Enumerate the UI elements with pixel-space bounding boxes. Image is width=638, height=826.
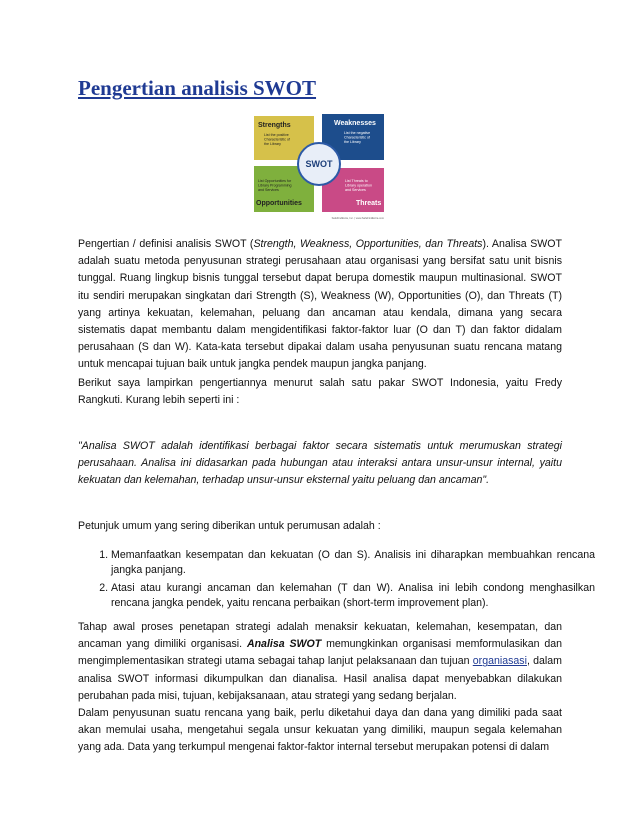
- threats-desc-2: Library operation: [345, 183, 372, 188]
- quote-rangkuti: "Analisa SWOT adalah identifikasi berbagai faktor secara sistematis untuk merumuskan strategi perusahaan. Analisa ini didasarkan pada hubungan atau interaksi antara unsur-unsur internal, yaitu kekuatan dan kelemahan, terhadap unsur-unsur eksternal yaitu peluang dan ancaman".: [78, 440, 562, 487]
- opportunities-desc-3: and Services: [258, 188, 279, 192]
- opportunities-label: Opportunities: [256, 200, 302, 207]
- opportunities-desc-1: List Opportunities for: [258, 179, 292, 183]
- list-item: 2. Atasi atau kurangi ancaman dan kelemahan (T dan W). Analisa ini lebih condong menghasilkan rencana jangka pendek, yaitu rencana perbaikan (short-term improvement plan).: [111, 581, 595, 611]
- weaknesses-desc-2: Characteristic of: [344, 135, 370, 140]
- paragraph-planning: Dalam penyusunan suatu rencana yang baik, perlu diketahui daya dan dana yang dimiliki pada saat akan memulai usaha, mengetahui segala unsur kekuatan yang dimiliki, maupun segala kelemahan yang ada. Data yang terkumpul mengenai faktor-faktor internal tersebut merupakan potensi di dalam: [78, 707, 562, 754]
- strengths-desc-1: List the positive: [264, 133, 289, 137]
- paragraph-guidance: Petunjuk umum yang sering diberikan untuk perumusan adalah :: [78, 520, 381, 532]
- page-title: Pengertian analisis SWOT: [78, 76, 317, 100]
- figure-credit: SafeFindExtra, Inc. | www.SafeFindExtra.com: [331, 217, 384, 220]
- p1-text-end: ). Analisa SWOT adalah suatu metoda penyusunan strategi perusahaan atau organisasi yang bersifat satu unit bisnis tunggal. Ruang lingkup bisnis tunggal tersebut dapat berupa domestik maupun multinasional. SWOT itu sendiri merupakan singkatan dari Strength (S), Weakness (W), Opportunities (O), dan Threats (T) yang artinya kekuatan, kelemahan, peluang dan ancaman atau kendala, dimana yang secara sistematis dapat membantu dalam mengidentifikasi faktor-faktor luar (O dan T) dan faktor didalam perusahaan (S dan W). Kata-kata tersebut dipakai dalam usaha penyusunan suatu rencana matang untuk mencapai tujuan baik untuk jangka pendek maupun jangka panjang.: [78, 238, 562, 371]
- p4-text-middle: memungkinkan organisasi memformulasikan dan mengimplementasikan strategi utama sebagai tahap lanjut pelaksanaan dan tujuan: [78, 638, 563, 668]
- paragraph-strategy: [78, 619, 562, 705]
- p4-text-start: Tahap awal proses penetapan strategi adalah menaksir kekuatan, kelemahan, kesempatan, dan ancaman yang dimiliki organisasi.: [78, 621, 562, 651]
- p4-text-end: , dalam analisa SWOT informasi dikumpulkan dan dianalisa. Hasil analisa dapat menyebabkan dilakukan perubahan pada misi, tujuan, kebijaksanaan, atau strategi yang sedang berjalan.: [78, 655, 562, 702]
- p4-bold-term: Analisa SWOT: [246, 638, 322, 651]
- threats-desc-1: List Threats to: [345, 179, 368, 183]
- p1-text-start: Pengertian / definisi analisis SWOT (: [78, 238, 254, 250]
- p1-italic-terms: Strength, Weakness, Opportunities, dan Threats: [253, 238, 483, 250]
- threats-desc-3: and Services: [345, 188, 366, 192]
- strengths-desc-3: the Library: [264, 142, 281, 146]
- strengths-label: Strengths: [258, 122, 291, 129]
- guidance-list: [78, 548, 595, 614]
- threats-label: Threats: [356, 200, 382, 207]
- paragraph-intro-quote: Berikut saya lampirkan pengertiannya menurut salah satu pakar SWOT Indonesia, yaitu Fredy Rangkuti. Kurang lebih seperti ini :: [78, 377, 562, 407]
- strengths-desc-2: Characteristic of: [264, 137, 290, 142]
- weaknesses-desc-1: List the negative: [344, 131, 371, 135]
- weaknesses-label: Weaknesses: [334, 120, 376, 127]
- opportunities-desc-2: Library Programming: [258, 183, 292, 188]
- list-item: 1. Memanfaatkan kesempatan dan kekuatan (O dan S). Analisis ini diharapkan membuahkan rencana jangka panjang.: [111, 548, 595, 578]
- weaknesses-desc-3: the Library: [344, 140, 361, 144]
- organisasi-link[interactable]: organiasasi: [472, 655, 527, 668]
- swot-center-label: SWOT: [305, 159, 333, 169]
- swot-diagram: [250, 112, 388, 222]
- paragraph-definition: [78, 236, 562, 374]
